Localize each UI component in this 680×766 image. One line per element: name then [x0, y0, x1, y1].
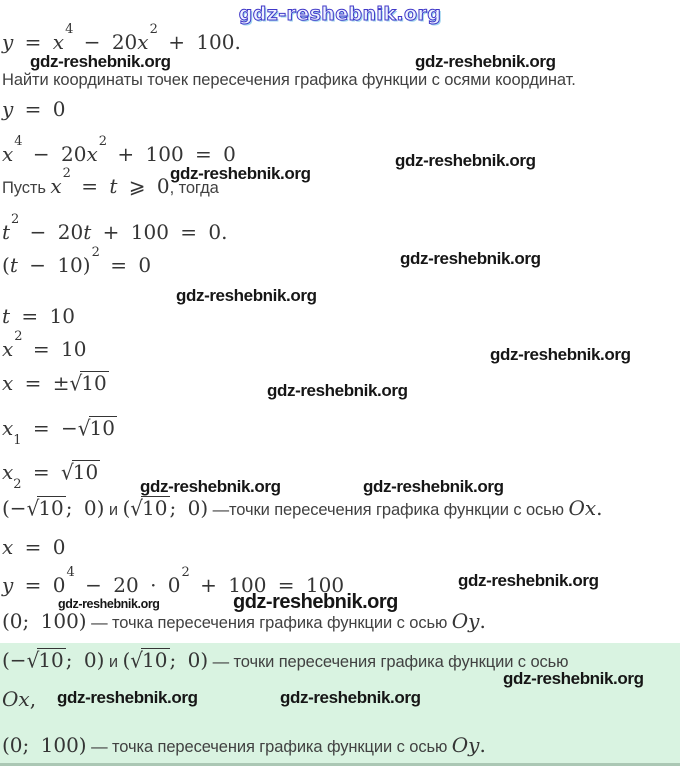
math-segment: Oy. — [451, 609, 486, 633]
math-segment: y = 0 — [2, 97, 66, 121]
answer-oy-point — [2, 733, 486, 758]
text-segment: Пусть — [2, 179, 51, 197]
watermark: gdz-reshebnik.org — [415, 52, 556, 71]
math-segment: x = 0 — [2, 535, 66, 559]
math-segment: (0; 100) — [2, 609, 87, 633]
watermark: gdz-reshebnik.org — [280, 688, 421, 707]
solution-t — [2, 304, 75, 329]
watermark: gdz-reshebnik.org — [395, 151, 536, 170]
math-segment: $(t - 10)^2 = 0$ — [2, 245, 152, 277]
sqrt-radical: √10 — [26, 647, 64, 673]
math-segment: x = ±√10 — [2, 370, 107, 396]
superscript: 2 — [11, 212, 20, 228]
watermark: gdz-reshebnik.org — [140, 477, 281, 496]
superscript: 4 — [65, 22, 74, 38]
text-segment: — точки пересечения графика функции с осью — [208, 653, 569, 671]
math-segment: (−√10 ; 0) — [2, 495, 105, 521]
watermark: gdz-reshebnik.org — [233, 591, 398, 613]
solution-x1 — [2, 415, 117, 448]
equation-t-squared — [2, 245, 152, 278]
sqrt-radical: √10 — [26, 495, 64, 521]
watermark: gdz-reshebnik.org — [400, 249, 541, 268]
math-segment: (−√10 ; 0) — [2, 647, 105, 673]
solution-x-pm — [2, 371, 109, 396]
superscript: 2 — [181, 565, 190, 581]
watermark: gdz-reshebnik.org — [170, 164, 311, 183]
math-segment: t = 10 — [2, 304, 75, 328]
answer-ox-points — [2, 648, 568, 673]
math-segment: (0; 100) — [2, 733, 87, 757]
superscript: 2 — [62, 166, 71, 182]
text-segment: Найти координаты точек пересечения графика функции с осями координат. — [2, 71, 576, 89]
equation-x-squared — [2, 329, 87, 362]
math-segment: Oy. — [451, 733, 486, 757]
sqrt-radical: √10 — [61, 459, 99, 485]
equation-quadratic-t — [2, 212, 228, 245]
equation-x-zero — [2, 535, 65, 560]
answer-ox-label — [2, 687, 36, 712]
sqrt-radical: √10 — [130, 647, 168, 673]
watermark: gdz-reshebnik.org — [490, 345, 631, 364]
text-segment: — точка пересечения графика функции с осью — [86, 738, 452, 756]
math-segment: $y = x^4 - 20x^2 + 100$. — [2, 22, 241, 54]
math-segment: $x^2 = 10$ — [2, 329, 87, 361]
math-segment: $y = 0^4 - 20 \cdot 0^2 + 100 = 100$ — [2, 565, 345, 597]
conclusion-ox — [2, 496, 602, 521]
subscript: 2 — [13, 477, 22, 492]
text-segment: и — [104, 653, 123, 671]
superscript: 4 — [66, 565, 75, 581]
solution-x2 — [2, 459, 100, 492]
task-statement — [2, 70, 576, 91]
math-segment: $t^2 - 20t + 100 = 0$. — [2, 212, 228, 244]
sqrt-radical: √10 — [77, 415, 115, 441]
sqrt-radical: √10 — [130, 495, 168, 521]
subscript: 1 — [13, 433, 22, 448]
watermark: gdz-reshebnik.org — [458, 571, 599, 590]
math-segment: $x_2 = √10$ — [2, 459, 99, 492]
superscript: 2 — [14, 329, 23, 345]
superscript: 2 — [98, 134, 108, 150]
math-segment: $x^4 - 20x^2 + 100 = 0$ — [2, 134, 236, 166]
text-segment: , тогда — [169, 179, 219, 197]
text-segment: — точка пересечения графика функции с осью — [86, 614, 452, 632]
watermark: gdz-reshebnik.org — [30, 52, 171, 71]
math-segment: $x^2 = t$ ⩾ 0 — [50, 166, 170, 198]
superscript: 4 — [14, 134, 23, 150]
superscript: 2 — [149, 22, 158, 38]
site-title-watermark: gdz-reshebnik.org — [238, 3, 442, 25]
text-segment: и — [104, 501, 123, 519]
watermark: gdz-reshebnik.org — [57, 688, 198, 707]
equation-y-zero — [2, 97, 66, 122]
sqrt-radical: √10 — [69, 370, 107, 396]
watermark: gdz-reshebnik.org — [503, 669, 644, 688]
watermark: gdz-reshebnik.org — [267, 381, 408, 400]
superscript: 2 — [91, 245, 100, 261]
watermark: gdz-reshebnik.org — [58, 597, 160, 611]
math-segment: $x_1 = -√10$ — [2, 415, 115, 448]
text-segment: —точки пересечения графика функции с осью — [208, 501, 569, 519]
watermark: gdz-reshebnik.org — [176, 286, 317, 305]
watermark: gdz-reshebnik.org — [363, 477, 504, 496]
math-segment: Ox, — [2, 687, 37, 711]
math-segment: (√10 ; 0) — [122, 647, 209, 673]
math-segment: (√10 ; 0) — [122, 495, 209, 521]
math-segment: Ox. — [568, 496, 603, 520]
